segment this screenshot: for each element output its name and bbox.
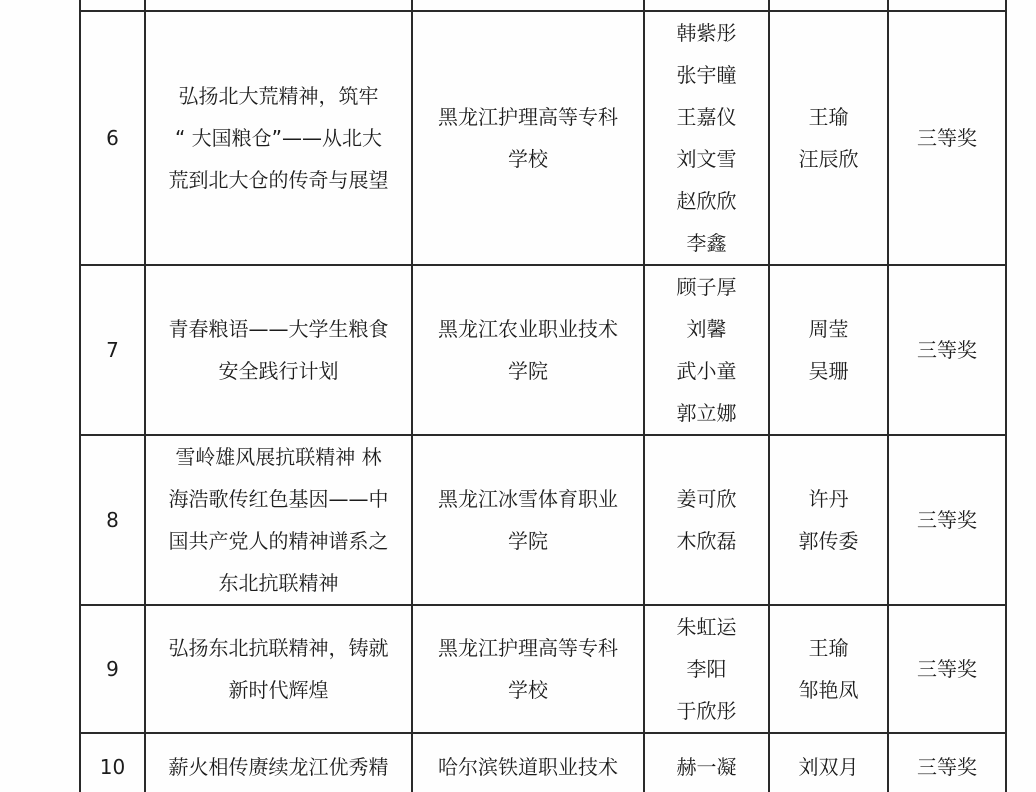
advisor-name: 汪辰欣 — [798, 147, 859, 171]
advisor-name: 王瑜 — [808, 105, 849, 129]
cell-school — [412, 11, 644, 265]
member-name: 张宇瞳 — [676, 63, 737, 87]
cell-advisors — [769, 605, 888, 733]
cell-advisors — [769, 435, 888, 605]
cell-members — [644, 11, 769, 265]
advisor-name: 吴珊 — [808, 359, 849, 383]
table-row — [80, 435, 1006, 605]
member-name: 赵欣欣 — [676, 189, 737, 213]
member-name: 刘馨 — [686, 317, 727, 341]
cell-title — [145, 605, 412, 733]
cell-title — [145, 0, 412, 11]
table-row — [80, 605, 1006, 733]
school-line: 黑龙江冰雪体育职业 — [438, 487, 618, 511]
school-line: 学院 — [508, 359, 548, 383]
member-name: 刘文雪 — [676, 147, 737, 171]
member-name: 武小童 — [676, 359, 737, 383]
cell-title — [145, 265, 412, 435]
title-line: 青春粮语——大学生粮食 — [168, 317, 389, 341]
school-line: 学院 — [508, 529, 548, 553]
cell-school — [412, 435, 644, 605]
cell-no: 9 — [80, 605, 145, 733]
cell-members — [644, 435, 769, 605]
title-line: 海浩歌传红色基因——中 — [168, 487, 389, 511]
member-name: 王嘉仪 — [676, 105, 737, 129]
cell-award — [888, 0, 1006, 11]
title-line: 弘扬北大荒精神，筑牢 — [178, 84, 379, 108]
title-line: 新时代辉煌 — [228, 678, 329, 702]
member-name — [653, 0, 760, 2]
school-line: 黑龙江护理高等专科 — [438, 636, 618, 660]
table-row — [80, 0, 1006, 11]
cell-advisors — [769, 265, 888, 435]
cell-award: 三等奖 — [888, 11, 1006, 265]
table-row — [80, 265, 1006, 435]
cell-title — [145, 733, 412, 792]
table-row — [80, 11, 1006, 265]
title-line: 雪岭雄风展抗联精神 林 — [175, 445, 382, 469]
cell-school — [412, 0, 644, 11]
advisor-name: 刘双月 — [798, 755, 859, 779]
member-name: 于欣彤 — [676, 699, 737, 723]
member-name: 韩紫彤 — [676, 21, 737, 45]
school-line: 黑龙江农业职业技术 — [438, 317, 618, 341]
member-name: 顾子厚 — [676, 275, 737, 299]
school-line: 黑龙江护理高等专科 — [438, 105, 618, 129]
cell-title — [145, 435, 412, 605]
member-name: 李阳 — [686, 657, 727, 681]
cell-members — [644, 0, 769, 11]
cell-school — [412, 733, 644, 792]
cell-advisors — [769, 11, 888, 265]
member-name: 木欣磊 — [676, 529, 737, 553]
title-line: 薪火相传赓续龙江优秀精 — [168, 755, 389, 779]
cell-award: 三等奖 — [888, 605, 1006, 733]
cell-no: 10 — [80, 733, 145, 792]
advisor-name: 邹艳凤 — [798, 678, 859, 702]
title-line: 安全践行计划 — [218, 359, 339, 383]
cell-advisors — [769, 733, 888, 792]
cell-members — [644, 265, 769, 435]
cell-no: 6 — [80, 11, 145, 265]
school-line: 哈尔滨铁道职业技术 — [438, 755, 618, 779]
cell-school — [412, 605, 644, 733]
cell-school — [412, 265, 644, 435]
member-name: 赫一凝 — [676, 755, 737, 779]
cell-no — [80, 0, 145, 11]
cell-advisors — [769, 0, 888, 11]
advisor-name: 周莹 — [808, 317, 849, 341]
member-name: 朱虹运 — [676, 615, 737, 639]
advisor-name: 郭传委 — [798, 529, 859, 553]
cell-award: 三等奖 — [888, 733, 1006, 792]
school-line: 学校 — [508, 678, 548, 702]
cell-members — [644, 733, 769, 792]
awards-table — [79, 0, 1007, 792]
title-line: “ 大国粮仓”——从北大 — [174, 126, 383, 150]
cell-members — [644, 605, 769, 733]
title-line: 弘扬东北抗联精神，铸就 — [168, 636, 389, 660]
title-line: 国共产党人的精神谱系之 — [168, 529, 389, 553]
title-line: 东北抗联精神 — [218, 571, 339, 595]
cell-award: 三等奖 — [888, 265, 1006, 435]
title-line: 荒到北大仓的传奇与展望 — [168, 168, 389, 192]
member-name: 李鑫 — [686, 231, 727, 255]
cell-no: 8 — [80, 435, 145, 605]
advisor-name: 许丹 — [808, 487, 849, 511]
cell-title — [145, 11, 412, 265]
school-line: 学校 — [508, 147, 548, 171]
table-row — [80, 733, 1006, 792]
cell-award: 三等奖 — [888, 435, 1006, 605]
member-name: 郭立娜 — [676, 401, 737, 425]
cell-no: 7 — [80, 265, 145, 435]
member-name: 姜可欣 — [676, 487, 737, 511]
advisor-name: 王瑜 — [808, 636, 849, 660]
